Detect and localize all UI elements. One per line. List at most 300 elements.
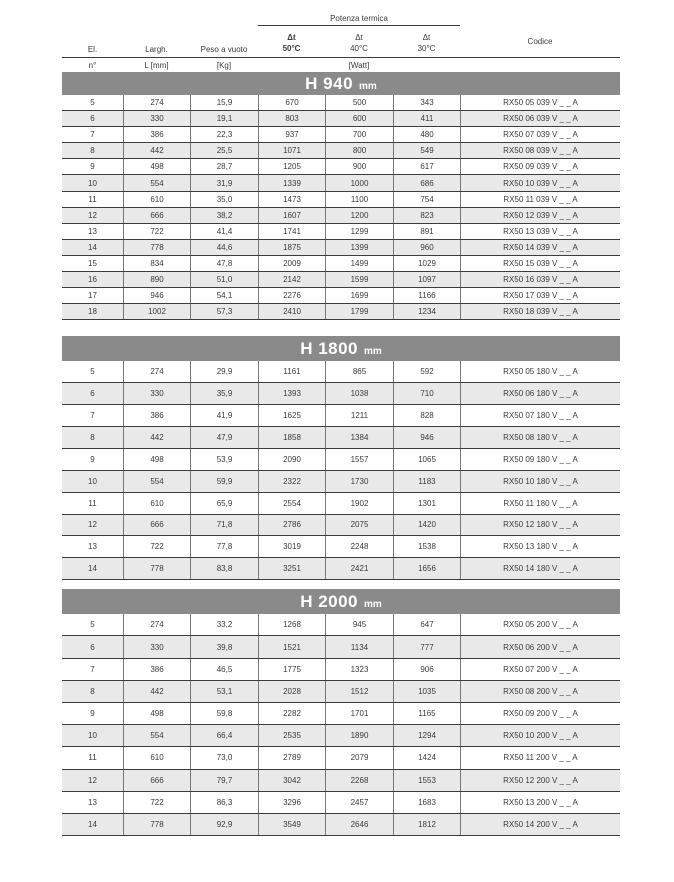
cell-width: 778: [123, 558, 190, 579]
cell-elements: 5: [90, 620, 95, 630]
cell-watt-50: 1071: [258, 143, 325, 158]
cell-watt-30: 1683: [393, 792, 460, 813]
cell-watt-30: 710: [393, 383, 460, 404]
cell-watt-40: 2268: [325, 770, 393, 791]
cell-watt-30: 906: [393, 659, 460, 680]
cell-watt-50: 3296: [258, 792, 325, 813]
cell-weight: 19,1: [190, 111, 258, 126]
cell-width: 386: [123, 127, 190, 142]
cell-watt-30: 1234: [393, 304, 460, 319]
cell-elements: 13: [88, 226, 97, 236]
table-row: [62, 111, 620, 127]
cell-weight: 35,9: [190, 383, 258, 404]
cell-code: RX50 07 180 V _ _ A: [460, 405, 620, 426]
cell-watt-50: 1161: [258, 361, 325, 382]
cell-watt-50: 1607: [258, 208, 325, 223]
cell-code: RX50 16 039 V _ _ A: [460, 272, 620, 287]
table-row: [62, 792, 620, 814]
cell-watt-40: 1499: [325, 256, 393, 271]
cell-watt-40: 800: [325, 143, 393, 158]
cell-watt-40: 600: [325, 111, 393, 126]
cell-watt-30: 946: [393, 427, 460, 448]
cell-watt-50: 2410: [258, 304, 325, 319]
cell-elements: 14: [88, 820, 97, 829]
cell-width: 834: [123, 256, 190, 271]
cell-watt-30: 1183: [393, 471, 460, 492]
delta-t-symbol: Δt: [355, 33, 363, 43]
cell-code: RX50 11 180 V _ _ A: [460, 493, 620, 514]
cell-watt-40: 1323: [325, 659, 393, 680]
cell-watt-40: 1299: [325, 224, 393, 239]
cell-watt-40: 1701: [325, 703, 393, 724]
cell-width: 554: [123, 725, 190, 746]
col-header-codice: Codice: [527, 37, 553, 46]
cell-weight: 59,8: [190, 703, 258, 724]
cell-width: 498: [123, 703, 190, 724]
cell-code: RX50 15 039 V _ _ A: [460, 256, 620, 271]
cell-weight: 35,0: [190, 192, 258, 207]
cell-watt-40: 1890: [325, 725, 393, 746]
cell-elements: 10: [88, 476, 97, 486]
cell-elements: 13: [88, 542, 97, 552]
section-h2000: [62, 589, 620, 836]
cell-watt-30: 777: [393, 636, 460, 657]
cell-elements: 14: [88, 564, 97, 574]
cell-weight: 31,9: [190, 175, 258, 190]
cell-watt-50: 1393: [258, 383, 325, 404]
cell-weight: 33,2: [190, 614, 258, 635]
cell-watt-50: 1741: [258, 224, 325, 239]
section-banner: [62, 589, 620, 614]
cell-watt-30: 617: [393, 159, 460, 174]
cell-watt-40: 1000: [325, 175, 393, 190]
delta-t-symbol: Δt: [422, 33, 431, 43]
col-header-dt50: [258, 26, 325, 57]
cell-watt-50: 2554: [258, 493, 325, 514]
cell-elements: 7: [90, 411, 95, 421]
cell-code: RX50 06 200 V _ _ A: [460, 636, 620, 657]
cell-elements: 8: [90, 686, 95, 696]
cell-weight: 83,8: [190, 558, 258, 579]
cell-watt-40: 1134: [325, 636, 393, 657]
section-unit: mm: [359, 81, 377, 92]
cell-watt-30: 1420: [393, 515, 460, 536]
cell-watt-50: 1775: [258, 659, 325, 680]
cell-watt-40: 1200: [325, 208, 393, 223]
cell-weight: 86,3: [190, 792, 258, 813]
section-unit: mm: [364, 599, 382, 611]
cell-code: RX50 13 200 V _ _ A: [460, 792, 620, 813]
col-header-elements: El.: [87, 45, 98, 54]
cell-elements: 9: [90, 454, 95, 464]
cell-width: 722: [123, 224, 190, 239]
cell-width: 274: [123, 95, 190, 110]
col-header-width: Largh.: [145, 45, 168, 54]
cell-watt-50: 2786: [258, 515, 325, 536]
col-header-weight: Peso a vuoto: [200, 45, 248, 54]
cell-code: RX50 18 039 V _ _ A: [460, 304, 620, 319]
cell-watt-50: 2276: [258, 288, 325, 303]
cell-watt-40: 700: [325, 127, 393, 142]
cell-width: 666: [123, 770, 190, 791]
cell-width: 946: [123, 288, 190, 303]
cell-weight: 15,9: [190, 95, 258, 110]
cell-elements: 10: [88, 178, 97, 188]
cell-code: RX50 12 039 V _ _ A: [460, 208, 620, 223]
cell-watt-30: 1553: [393, 770, 460, 791]
cell-code: RX50 08 180 V _ _ A: [460, 427, 620, 448]
potenza-termica-group-label: Potenza termica: [258, 14, 460, 26]
cell-watt-30: 686: [393, 175, 460, 190]
cell-code: RX50 07 039 V _ _ A: [460, 127, 620, 142]
table-row: [62, 127, 620, 143]
cell-elements: 11: [88, 194, 97, 204]
cell-width: 722: [123, 792, 190, 813]
cell-code: RX50 05 200 V _ _ A: [460, 614, 620, 635]
cell-elements: 5: [90, 367, 95, 377]
cell-watt-50: 1339: [258, 175, 325, 190]
cell-elements: 8: [90, 146, 95, 156]
cell-weight: 71,8: [190, 515, 258, 536]
cell-watt-30: 549: [393, 143, 460, 158]
cell-watt-40: 2248: [325, 536, 393, 557]
cell-code: RX50 12 200 V _ _ A: [460, 770, 620, 791]
cell-elements: 7: [90, 130, 95, 140]
cell-watt-40: 900: [325, 159, 393, 174]
table-row: [62, 515, 620, 537]
table-row: [62, 747, 620, 769]
cell-weight: 39,8: [190, 636, 258, 657]
cell-watt-50: 2028: [258, 681, 325, 702]
cell-watt-40: 2421: [325, 558, 393, 579]
cell-elements: 15: [88, 258, 97, 268]
cell-watt-30: 1294: [393, 725, 460, 746]
cell-code: RX50 17 039 V _ _ A: [460, 288, 620, 303]
section-title: H 1800: [300, 338, 359, 358]
table-row: [62, 770, 620, 792]
cell-watt-40: 1730: [325, 471, 393, 492]
cell-watt-40: 865: [325, 361, 393, 382]
cell-watt-50: 937: [258, 127, 325, 142]
cell-code: RX50 07 200 V _ _ A: [460, 659, 620, 680]
cell-weight: 47,8: [190, 256, 258, 271]
cell-weight: 47,9: [190, 427, 258, 448]
cell-weight: 66,4: [190, 725, 258, 746]
cell-width: 778: [123, 240, 190, 255]
cell-watt-50: 1205: [258, 159, 325, 174]
unit-weight: [Kg]: [216, 60, 232, 70]
table-row: [62, 427, 620, 449]
table-row: [62, 725, 620, 747]
cell-code: RX50 11 039 V _ _ A: [460, 192, 620, 207]
table-row: [62, 493, 620, 515]
table-row: [62, 383, 620, 405]
cell-watt-30: 891: [393, 224, 460, 239]
cell-watt-40: 1699: [325, 288, 393, 303]
cell-watt-40: 1799: [325, 304, 393, 319]
table-row: [62, 192, 620, 208]
cell-watt-40: 1384: [325, 427, 393, 448]
cell-code: RX50 14 039 V _ _ A: [460, 240, 620, 255]
cell-watt-50: 2142: [258, 272, 325, 287]
cell-watt-50: 3251: [258, 558, 325, 579]
cell-watt-40: 500: [325, 95, 393, 110]
column-header-row: [62, 26, 620, 58]
cell-weight: 53,1: [190, 681, 258, 702]
cell-watt-30: 1165: [393, 703, 460, 724]
cell-watt-30: 1166: [393, 288, 460, 303]
cell-elements: 11: [88, 498, 97, 508]
unit-watt: [Watt]: [348, 60, 370, 70]
cell-weight: 65,9: [190, 493, 258, 514]
cell-code: RX50 05 039 V _ _ A: [460, 95, 620, 110]
cell-code: RX50 09 039 V _ _ A: [460, 159, 620, 174]
cell-elements: 10: [88, 731, 97, 741]
cell-watt-50: 3549: [258, 814, 325, 835]
table-row: [62, 361, 620, 383]
cell-watt-50: 3042: [258, 770, 325, 791]
delta-t-value: 30°C: [417, 43, 436, 53]
cell-watt-30: 343: [393, 95, 460, 110]
table-row: [62, 288, 620, 304]
delta-t-value: 40°C: [350, 43, 368, 53]
cell-elements: 6: [90, 114, 95, 124]
cell-watt-40: 1512: [325, 681, 393, 702]
cell-watt-30: 1029: [393, 256, 460, 271]
cell-watt-40: 1100: [325, 192, 393, 207]
cell-code: RX50 06 039 V _ _ A: [460, 111, 620, 126]
header-group-row: [62, 12, 620, 26]
cell-watt-30: 1097: [393, 272, 460, 287]
delta-t-value: 50°C: [282, 43, 301, 53]
cell-width: 498: [123, 449, 190, 470]
table-row: [62, 636, 620, 658]
table-row: [62, 304, 620, 320]
cell-width: 498: [123, 159, 190, 174]
cell-elements: 7: [90, 664, 95, 674]
cell-watt-30: 647: [393, 614, 460, 635]
cell-width: 274: [123, 361, 190, 382]
table-row: [62, 449, 620, 471]
cell-width: 610: [123, 192, 190, 207]
cell-watt-50: 1875: [258, 240, 325, 255]
cell-width: 386: [123, 659, 190, 680]
cell-code: RX50 12 180 V _ _ A: [460, 515, 620, 536]
cell-watt-30: 823: [393, 208, 460, 223]
cell-watt-30: 960: [393, 240, 460, 255]
table-row: [62, 175, 620, 191]
table-row: [62, 614, 620, 636]
table-row: [62, 159, 620, 175]
table-row: [62, 405, 620, 427]
cell-width: 890: [123, 272, 190, 287]
cell-code: RX50 13 039 V _ _ A: [460, 224, 620, 239]
cell-watt-40: 2079: [325, 747, 393, 768]
cell-width: 610: [123, 493, 190, 514]
cell-watt-30: 1065: [393, 449, 460, 470]
cell-weight: 41,9: [190, 405, 258, 426]
delta-t-symbol: Δt: [287, 33, 296, 43]
section-banner: [62, 72, 620, 95]
cell-width: 1002: [123, 304, 190, 319]
cell-width: 330: [123, 111, 190, 126]
cell-weight: 59,9: [190, 471, 258, 492]
cell-watt-30: 1035: [393, 681, 460, 702]
cell-width: 386: [123, 405, 190, 426]
table-row: [62, 659, 620, 681]
cell-watt-40: 1211: [325, 405, 393, 426]
cell-watt-40: 2646: [325, 814, 393, 835]
cell-code: RX50 08 039 V _ _ A: [460, 143, 620, 158]
cell-watt-40: 2075: [325, 515, 393, 536]
units-row: [62, 58, 620, 72]
cell-watt-50: 2322: [258, 471, 325, 492]
cell-watt-30: 754: [393, 192, 460, 207]
cell-elements: 13: [88, 797, 97, 807]
table-row: [62, 224, 620, 240]
unit-elements: n°: [88, 60, 97, 70]
cell-watt-30: 480: [393, 127, 460, 142]
cell-width: 330: [123, 636, 190, 657]
cell-width: 442: [123, 681, 190, 702]
cell-watt-50: 803: [258, 111, 325, 126]
cell-elements: 5: [90, 98, 95, 108]
section-title: H 2000: [300, 591, 359, 611]
cell-elements: 9: [90, 162, 95, 172]
cell-code: RX50 05 180 V _ _ A: [460, 361, 620, 382]
cell-elements: 12: [88, 775, 97, 785]
cell-watt-30: 1301: [393, 493, 460, 514]
cell-weight: 46,5: [190, 659, 258, 680]
cell-watt-40: 1038: [325, 383, 393, 404]
table-row: [62, 208, 620, 224]
cell-width: 554: [123, 471, 190, 492]
table-row: [62, 256, 620, 272]
cell-watt-40: 1399: [325, 240, 393, 255]
cell-weight: 28,7: [190, 159, 258, 174]
cell-watt-50: 2009: [258, 256, 325, 271]
cell-elements: 18: [88, 307, 97, 317]
col-header-dt40: [325, 26, 393, 57]
cell-elements: 6: [90, 389, 95, 399]
col-header-dt30: [393, 26, 460, 57]
table-row: [62, 272, 620, 288]
cell-weight: 44,6: [190, 240, 258, 255]
cell-watt-40: 2457: [325, 792, 393, 813]
cell-width: 330: [123, 383, 190, 404]
table-row: [62, 681, 620, 703]
cell-watt-50: 1625: [258, 405, 325, 426]
cell-watt-40: 1557: [325, 449, 393, 470]
cell-watt-40: 945: [325, 614, 393, 635]
section-unit: mm: [364, 346, 382, 358]
cell-code: RX50 10 039 V _ _ A: [460, 175, 620, 190]
cell-watt-50: 2090: [258, 449, 325, 470]
section-h940: [62, 72, 620, 320]
cell-elements: 6: [90, 642, 95, 652]
cell-code: RX50 14 180 V _ _ A: [460, 558, 620, 579]
cell-code: RX50 11 200 V _ _ A: [460, 747, 620, 768]
cell-code: RX50 14 200 V _ _ A: [460, 814, 620, 835]
cell-watt-30: 1538: [393, 536, 460, 557]
cell-watt-50: 2535: [258, 725, 325, 746]
cell-code: RX50 06 180 V _ _ A: [460, 383, 620, 404]
cell-weight: 25,5: [190, 143, 258, 158]
cell-watt-50: 1268: [258, 614, 325, 635]
cell-code: RX50 10 180 V _ _ A: [460, 471, 620, 492]
table-row: [62, 143, 620, 159]
cell-code: RX50 09 200 V _ _ A: [460, 703, 620, 724]
cell-width: 442: [123, 427, 190, 448]
cell-weight: 92,9: [190, 814, 258, 835]
cell-weight: 22,3: [190, 127, 258, 142]
cell-watt-50: 1521: [258, 636, 325, 657]
cell-watt-30: 411: [393, 111, 460, 126]
cell-elements: 11: [88, 753, 97, 763]
cell-elements: 14: [88, 242, 97, 252]
cell-watt-40: 1599: [325, 272, 393, 287]
cell-code: RX50 09 180 V _ _ A: [460, 449, 620, 470]
section-title: H 940: [305, 73, 354, 93]
table-row: [62, 471, 620, 493]
cell-watt-50: 2789: [258, 747, 325, 768]
radiator-data-table: [62, 12, 620, 836]
cell-width: 722: [123, 536, 190, 557]
section-h1800: [62, 336, 620, 580]
cell-elements: 12: [88, 210, 97, 220]
cell-width: 778: [123, 814, 190, 835]
cell-weight: 41,4: [190, 224, 258, 239]
cell-weight: 54,1: [190, 288, 258, 303]
cell-elements: 17: [88, 291, 97, 301]
cell-width: 274: [123, 614, 190, 635]
cell-watt-30: 1812: [393, 814, 460, 835]
cell-elements: 8: [90, 432, 95, 442]
cell-weight: 29,9: [190, 361, 258, 382]
cell-code: RX50 10 200 V _ _ A: [460, 725, 620, 746]
cell-weight: 51,0: [190, 272, 258, 287]
cell-code: RX50 13 180 V _ _ A: [460, 536, 620, 557]
cell-weight: 77,8: [190, 536, 258, 557]
cell-watt-30: 1656: [393, 558, 460, 579]
cell-watt-50: 1473: [258, 192, 325, 207]
cell-width: 442: [123, 143, 190, 158]
cell-weight: 79,7: [190, 770, 258, 791]
cell-watt-50: 3019: [258, 536, 325, 557]
table-row: [62, 240, 620, 256]
cell-elements: 16: [88, 275, 97, 285]
cell-code: RX50 08 200 V _ _ A: [460, 681, 620, 702]
section-banner: [62, 336, 620, 361]
cell-width: 610: [123, 747, 190, 768]
table-row: [62, 536, 620, 558]
catalog-page: [0, 12, 674, 882]
unit-width: L [mm]: [144, 60, 169, 70]
cell-width: 554: [123, 175, 190, 190]
cell-watt-40: 1902: [325, 493, 393, 514]
table-row: [62, 703, 620, 725]
cell-width: 666: [123, 515, 190, 536]
table-row: [62, 95, 620, 111]
cell-weight: 38,2: [190, 208, 258, 223]
cell-width: 666: [123, 208, 190, 223]
cell-watt-50: 670: [258, 95, 325, 110]
cell-watt-30: 828: [393, 405, 460, 426]
cell-weight: 73,0: [190, 747, 258, 768]
cell-watt-50: 2282: [258, 703, 325, 724]
table-row: [62, 814, 620, 836]
cell-weight: 53,9: [190, 449, 258, 470]
